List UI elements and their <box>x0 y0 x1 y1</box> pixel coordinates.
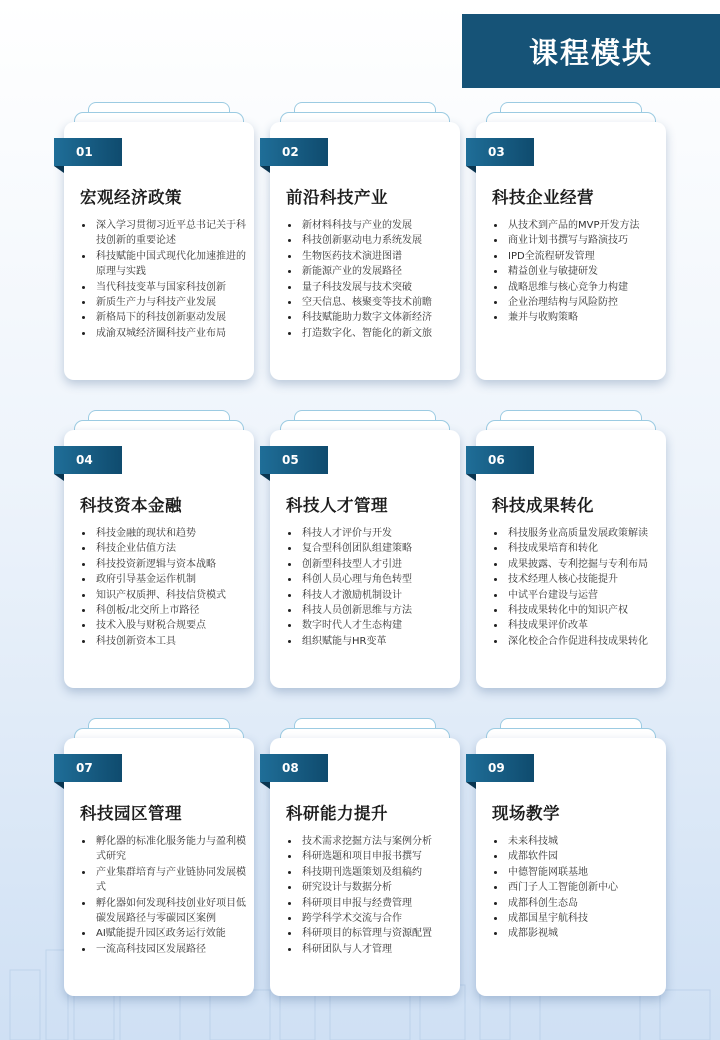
module-topic-list <box>80 218 248 341</box>
topic-item: 成都软件园 <box>492 849 660 864</box>
topic-item: 科技人员创新思维与方法 <box>286 603 454 618</box>
module-number-badge: 05 <box>260 446 328 474</box>
topic-item: 精益创业与敏捷研发 <box>492 264 660 279</box>
topic-item: 科技金融的现状和趋势 <box>80 526 248 541</box>
topic-item: 孵化器的标准化服务能力与盈利模式研究 <box>80 834 248 865</box>
topic-item: 未来科技城 <box>492 834 660 849</box>
topic-item: 孵化器如何发现科技创业好项目低碳发展路径与零碳园区案例 <box>80 896 248 927</box>
module-number-badge: 09 <box>466 754 534 782</box>
module-topic-list <box>80 526 248 649</box>
topic-item: 创新型科技型人才引进 <box>286 557 454 572</box>
topic-item: 科创板/北交所上市路径 <box>80 603 248 618</box>
topic-item: 成都国星宇航科技 <box>492 911 660 926</box>
module-title: 科技资本金融 <box>80 496 182 515</box>
topic-item: 中试平台建设与运营 <box>492 588 660 603</box>
module-card <box>270 718 460 976</box>
topic-item: 空天信息、核聚变等技术前瞻 <box>286 295 454 310</box>
module-title: 科技人才管理 <box>286 496 388 515</box>
page-title: 课程模块 <box>528 35 653 70</box>
module-title: 前沿科技产业 <box>286 188 388 207</box>
topic-item: 当代科技变革与国家科技创新 <box>80 280 248 295</box>
topic-item: 成渝双城经济圈科技产业布局 <box>80 326 248 341</box>
module-title: 科技企业经营 <box>492 188 594 207</box>
module-title: 宏观经济政策 <box>80 188 182 207</box>
topic-item: 数字时代人才生态构建 <box>286 618 454 633</box>
topic-item: 新材料科技与产业的发展 <box>286 218 454 233</box>
topic-item: 生物医药技术演进图谱 <box>286 249 454 264</box>
module-topic-list <box>492 526 660 649</box>
topic-item: 科技投资新逻辑与资本战略 <box>80 557 248 572</box>
module-title: 科技园区管理 <box>80 804 182 823</box>
topic-item: 知识产权质押、科技信贷模式 <box>80 588 248 603</box>
module-topic-list <box>80 834 248 957</box>
topic-item: 西门子人工智能创新中心 <box>492 880 660 895</box>
topic-item: 企业治理结构与风险防控 <box>492 295 660 310</box>
topic-item: 科技人才评价与开发 <box>286 526 454 541</box>
module-card <box>270 410 460 668</box>
module-title: 现场教学 <box>492 804 560 823</box>
topic-item: 新能源产业的发展路径 <box>286 264 454 279</box>
topic-item: IPD全流程研发管理 <box>492 249 660 264</box>
module-topic-list <box>492 218 660 326</box>
topic-item: 科技赋能助力数字文体新经济 <box>286 310 454 325</box>
topic-item: 科研项目的标管理与资源配置 <box>286 926 454 941</box>
topic-item: 科技成果培育和转化 <box>492 541 660 556</box>
topic-item: 新格局下的科技创新驱动发展 <box>80 310 248 325</box>
topic-item: 兼并与收购策略 <box>492 310 660 325</box>
section-title-banner <box>462 14 720 88</box>
topic-item: 科技赋能中国式现代化加速推进的原理与实践 <box>80 249 248 280</box>
topic-item: 战略思维与核心竞争力构建 <box>492 280 660 295</box>
topic-item: 科研团队与人才管理 <box>286 942 454 957</box>
topic-item: 中德智能网联基地 <box>492 865 660 880</box>
topic-item: 科技创新资本工具 <box>80 634 248 649</box>
module-number-badge: 03 <box>466 138 534 166</box>
module-number-badge: 01 <box>54 138 122 166</box>
topic-item: 科研选题和项目申报书撰写 <box>286 849 454 864</box>
module-number-badge: 04 <box>54 446 122 474</box>
topic-item: 复合型科创团队组建策略 <box>286 541 454 556</box>
topic-item: 科技期刊选题策划及组稿约 <box>286 865 454 880</box>
topic-item: 科技服务业高质量发展政策解读 <box>492 526 660 541</box>
topic-item: 科技创新驱动电力系统发展 <box>286 233 454 248</box>
module-card <box>64 102 254 360</box>
module-topic-list <box>286 526 454 649</box>
module-topic-list <box>492 834 660 942</box>
topic-item: 科创人员心理与角色转型 <box>286 572 454 587</box>
topic-item: 跨学科学术交流与合作 <box>286 911 454 926</box>
topic-item: 研究设计与数据分析 <box>286 880 454 895</box>
module-card <box>476 102 666 360</box>
module-title: 科技成果转化 <box>492 496 594 515</box>
topic-item: 深入学习贯彻习近平总书记关于科技创新的重要论述 <box>80 218 248 249</box>
topic-item: 组织赋能与HR变革 <box>286 634 454 649</box>
topic-item: 技术经理人核心技能提升 <box>492 572 660 587</box>
topic-item: 科技人才激励机制设计 <box>286 588 454 603</box>
module-card <box>64 410 254 668</box>
module-topic-list <box>286 834 454 957</box>
topic-item: 科技企业估值方法 <box>80 541 248 556</box>
topic-item: 商业计划书撰写与路演技巧 <box>492 233 660 248</box>
module-card <box>64 718 254 976</box>
module-topic-list <box>286 218 454 341</box>
topic-item: 从技术到产品的MVP开发方法 <box>492 218 660 233</box>
topic-item: 量子科技发展与技术突破 <box>286 280 454 295</box>
topic-item: AI赋能提升园区政务运行效能 <box>80 926 248 941</box>
topic-item: 政府引导基金运作机制 <box>80 572 248 587</box>
module-card <box>476 410 666 668</box>
topic-item: 一流高科技园区发展路径 <box>80 942 248 957</box>
topic-item: 技术入股与财税合规要点 <box>80 618 248 633</box>
topic-item: 深化校企合作促进科技成果转化 <box>492 634 660 649</box>
topic-item: 新质生产力与科技产业发展 <box>80 295 248 310</box>
module-number-badge: 07 <box>54 754 122 782</box>
module-card <box>476 718 666 976</box>
topic-item: 科研项目申报与经费管理 <box>286 896 454 911</box>
topic-item: 产业集群培育与产业链协同发展模式 <box>80 865 248 896</box>
module-number-badge: 06 <box>466 446 534 474</box>
topic-item: 技术需求挖掘方法与案例分析 <box>286 834 454 849</box>
topic-item: 成果披露、专利挖掘与专利布局 <box>492 557 660 572</box>
topic-item: 科技成果评价改革 <box>492 618 660 633</box>
module-title: 科研能力提升 <box>286 804 388 823</box>
module-number-badge: 08 <box>260 754 328 782</box>
topic-item: 科技成果转化中的知识产权 <box>492 603 660 618</box>
topic-item: 打造数字化、智能化的新文旅 <box>286 326 454 341</box>
topic-item: 成都影视城 <box>492 926 660 941</box>
topic-item: 成都科创生态岛 <box>492 896 660 911</box>
module-number-badge: 02 <box>260 138 328 166</box>
module-card <box>270 102 460 360</box>
